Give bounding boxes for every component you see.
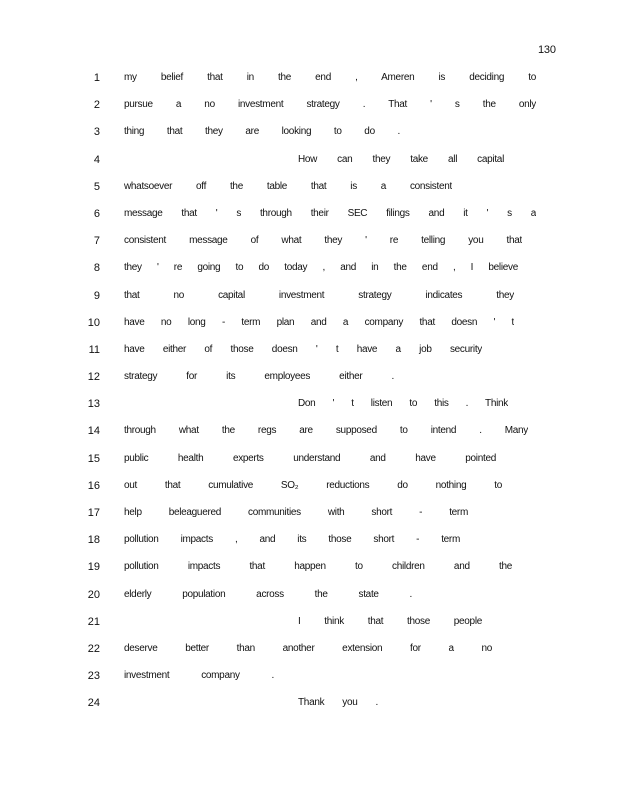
line-text: consistent message of what they ' re telling you that xyxy=(124,235,522,247)
line-number: 2 xyxy=(93,99,100,112)
line-number: 9 xyxy=(93,289,100,302)
line-text: message that ' s through their SEC filings and it ' s a xyxy=(124,207,536,219)
line-number: 23 xyxy=(87,670,100,683)
line-number: 8 xyxy=(93,262,100,275)
transcript-line xyxy=(0,478,618,505)
line-text: Don ' t listen to this . Think xyxy=(298,398,508,410)
transcript-line xyxy=(0,260,618,287)
transcript-line xyxy=(0,288,618,315)
line-number: 1 xyxy=(93,72,100,84)
line-text: my belief that in the end , Ameren is deciding to xyxy=(124,72,536,83)
line-text: How can they take all capital xyxy=(298,153,504,165)
line-text: they ' re going to do today , and in the end , I believe xyxy=(124,262,518,274)
transcript-line xyxy=(0,233,618,260)
line-number: 21 xyxy=(87,615,100,628)
transcript-line xyxy=(0,505,618,532)
line-number: 16 xyxy=(87,479,100,492)
transcript-line xyxy=(0,396,618,423)
line-text: pollution impacts , and its those short - term xyxy=(124,534,460,546)
transcript-line xyxy=(0,614,618,641)
line-number: 20 xyxy=(87,588,100,601)
line-number: 7 xyxy=(93,235,100,248)
transcript-line xyxy=(0,695,618,722)
line-text: strategy for its employees either . xyxy=(124,371,394,383)
line-number: 4 xyxy=(93,153,100,166)
line-text: whatsoever off the table that is a consistent xyxy=(124,180,452,192)
transcript-line xyxy=(0,369,618,396)
transcript-line xyxy=(0,97,618,124)
transcript-line xyxy=(0,124,618,151)
line-number: 19 xyxy=(87,561,100,574)
transcript-body xyxy=(0,70,618,723)
transcript-line xyxy=(0,559,618,586)
transcript-line xyxy=(0,206,618,233)
line-text: deserve better than another extension for a no xyxy=(124,642,492,654)
line-number: 6 xyxy=(93,207,100,220)
transcript-line xyxy=(0,152,618,179)
line-text: pollution impacts that happen to children and the xyxy=(124,561,512,573)
transcript-line xyxy=(0,451,618,478)
line-number: 11 xyxy=(88,343,100,356)
line-text: elderly population across the state . xyxy=(124,588,412,600)
line-number: 13 xyxy=(87,398,100,411)
page-number: 130 xyxy=(538,44,556,56)
line-number: 14 xyxy=(87,425,100,438)
line-number: 15 xyxy=(87,452,100,465)
transcript-line xyxy=(0,315,618,342)
line-text: have no long - term plan and a company that doesn ' t xyxy=(124,316,514,328)
line-text: thing that they are looking to do . xyxy=(124,126,400,138)
line-text: out that cumulative SO₂ reductions do nothing to xyxy=(124,479,502,491)
line-number: 3 xyxy=(93,126,100,139)
line-text: that no capital investment strategy indicates they xyxy=(124,289,514,301)
transcript-line xyxy=(0,179,618,206)
transcript-line xyxy=(0,668,618,695)
line-number: 17 xyxy=(87,507,100,519)
line-text: pursue a no investment strategy . That ' s the only xyxy=(124,99,536,111)
line-number: 22 xyxy=(87,642,100,655)
transcript-line xyxy=(0,587,618,614)
line-text: Thank you . xyxy=(298,697,378,709)
transcript-line xyxy=(0,70,618,97)
line-text: have either of those doesn ' t have a job security xyxy=(124,343,482,355)
line-number: 18 xyxy=(87,534,100,547)
line-text: through what the regs are supposed to intend . Many xyxy=(124,425,528,437)
line-text: I think that those people xyxy=(298,615,482,627)
line-number: 5 xyxy=(93,180,100,193)
line-text: investment company . xyxy=(124,670,274,682)
line-number: 24 xyxy=(87,697,100,710)
transcript-line xyxy=(0,641,618,668)
line-number: 10 xyxy=(87,316,100,329)
line-number: 12 xyxy=(87,371,100,384)
transcript-line xyxy=(0,342,618,369)
transcript-line xyxy=(0,423,618,450)
line-text: help beleaguered communities with short - term xyxy=(124,507,468,518)
line-text: public health experts understand and have pointed xyxy=(124,452,496,464)
transcript-line xyxy=(0,532,618,559)
